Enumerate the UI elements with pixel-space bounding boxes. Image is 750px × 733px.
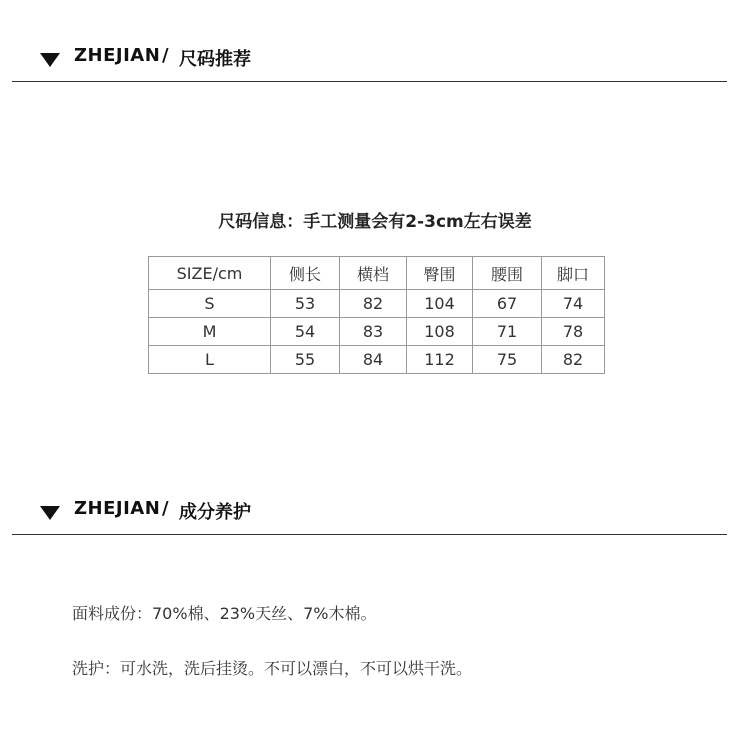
size-section-brand: ZHEJIAN: [74, 45, 161, 66]
table-row: [149, 346, 605, 374]
table-row: [149, 290, 605, 318]
care-section-brand: ZHEJIAN: [74, 498, 161, 519]
size-info-heading: 尺码信息：手工测量会有2-3cm左右误差: [218, 212, 532, 232]
size-table: [148, 256, 605, 374]
table-cell: 83: [340, 318, 407, 346]
table-row: [149, 318, 605, 346]
table-cell: 74: [542, 290, 605, 318]
table-cell: 75: [473, 346, 542, 374]
table-cell: 67: [473, 290, 542, 318]
table-cell: 104: [407, 290, 473, 318]
table-cell: 55: [271, 346, 340, 374]
size-table-header: 腰围: [473, 257, 542, 290]
size-table-header: 脚口: [542, 257, 605, 290]
washing-instructions-text: 洗护：可水洗，洗后挂烫。不可以漂白，不可以烘干洗。: [72, 659, 473, 678]
size-label-cell: M: [149, 318, 271, 346]
size-label-cell: S: [149, 290, 271, 318]
size-table-header: 侧长: [271, 257, 340, 290]
table-cell: 84: [340, 346, 407, 374]
fabric-composition-text: 面料成份：70%棉、23%天丝、7%木棉。: [72, 604, 377, 623]
size-label-cell: L: [149, 346, 271, 374]
care-section-title: 成分养护: [179, 502, 251, 523]
size-section-title: 尺码推荐: [179, 49, 251, 70]
care-section-header: [12, 494, 727, 535]
size-section-header: [12, 41, 727, 82]
table-cell: 112: [407, 346, 473, 374]
care-section-separator: /: [162, 498, 169, 519]
table-cell: 82: [542, 346, 605, 374]
size-table-header: 臀围: [407, 257, 473, 290]
triangle-down-icon: [40, 53, 60, 67]
table-cell: 54: [271, 318, 340, 346]
table-cell: 78: [542, 318, 605, 346]
size-table-header: 横档: [340, 257, 407, 290]
table-cell: 71: [473, 318, 542, 346]
size-table-header: SIZE/cm: [149, 257, 271, 290]
size-section-separator: /: [162, 45, 169, 66]
table-cell: 108: [407, 318, 473, 346]
size-table-header-row: [149, 257, 605, 290]
triangle-down-icon: [40, 506, 60, 520]
table-cell: 53: [271, 290, 340, 318]
table-cell: 82: [340, 290, 407, 318]
